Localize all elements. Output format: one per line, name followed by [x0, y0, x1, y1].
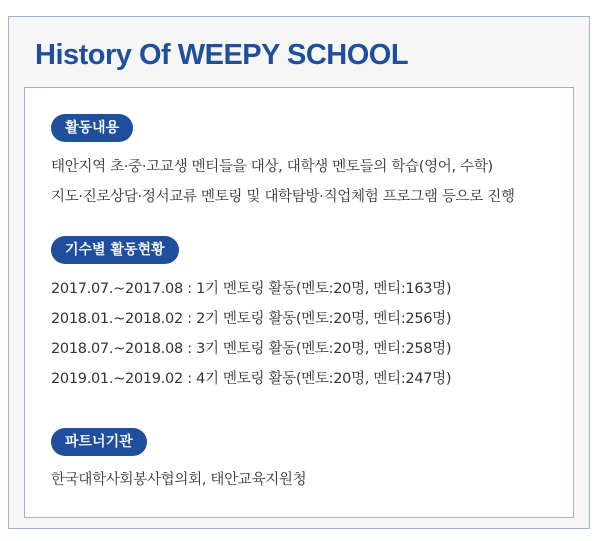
activity-description-line: 지도·진로상담·정서교류 멘토링 및 대학탐방·직업체험 프로그램 등으로 진행 — [51, 189, 515, 205]
section-activity-content — [51, 114, 515, 212]
activity-description-line: 태안지역 초·중·고교생 멘티들을 대상, 대학생 멘토들의 학습(영어, 수학) — [51, 159, 493, 175]
history-panel — [8, 16, 590, 529]
section-badge-activity-content: 활동내용 — [51, 114, 133, 142]
cohort-line: 2018.01.~2018.02 : 2기 멘토링 활동(멘토:20명, 멘티:256명) — [51, 311, 452, 327]
cohort-line: 2017.07.~2017.08 : 1기 멘토링 활동(멘토:20명, 멘티:163명) — [51, 281, 452, 297]
section-badge-partners: 파트너기관 — [51, 428, 147, 456]
section-cohort-status — [51, 236, 451, 394]
partner-line: 한국대학사회봉사협의회, 태안교육지원청 — [51, 472, 307, 488]
page-title: History Of WEEPY SCHOOL — [35, 39, 409, 71]
history-content-box — [24, 87, 574, 518]
cohort-line: 2018.07.~2018.08 : 3기 멘토링 활동(멘토:20명, 멘티:258명) — [51, 341, 452, 357]
section-lines — [51, 274, 451, 394]
section-lines — [51, 152, 515, 212]
section-partner-institutions — [51, 428, 306, 494]
cohort-line: 2019.01.~2019.02 : 4기 멘토링 활동(멘토:20명, 멘티:247명) — [51, 371, 452, 387]
section-badge-cohort-status: 기수별 활동현황 — [51, 236, 179, 264]
section-lines — [51, 466, 306, 494]
